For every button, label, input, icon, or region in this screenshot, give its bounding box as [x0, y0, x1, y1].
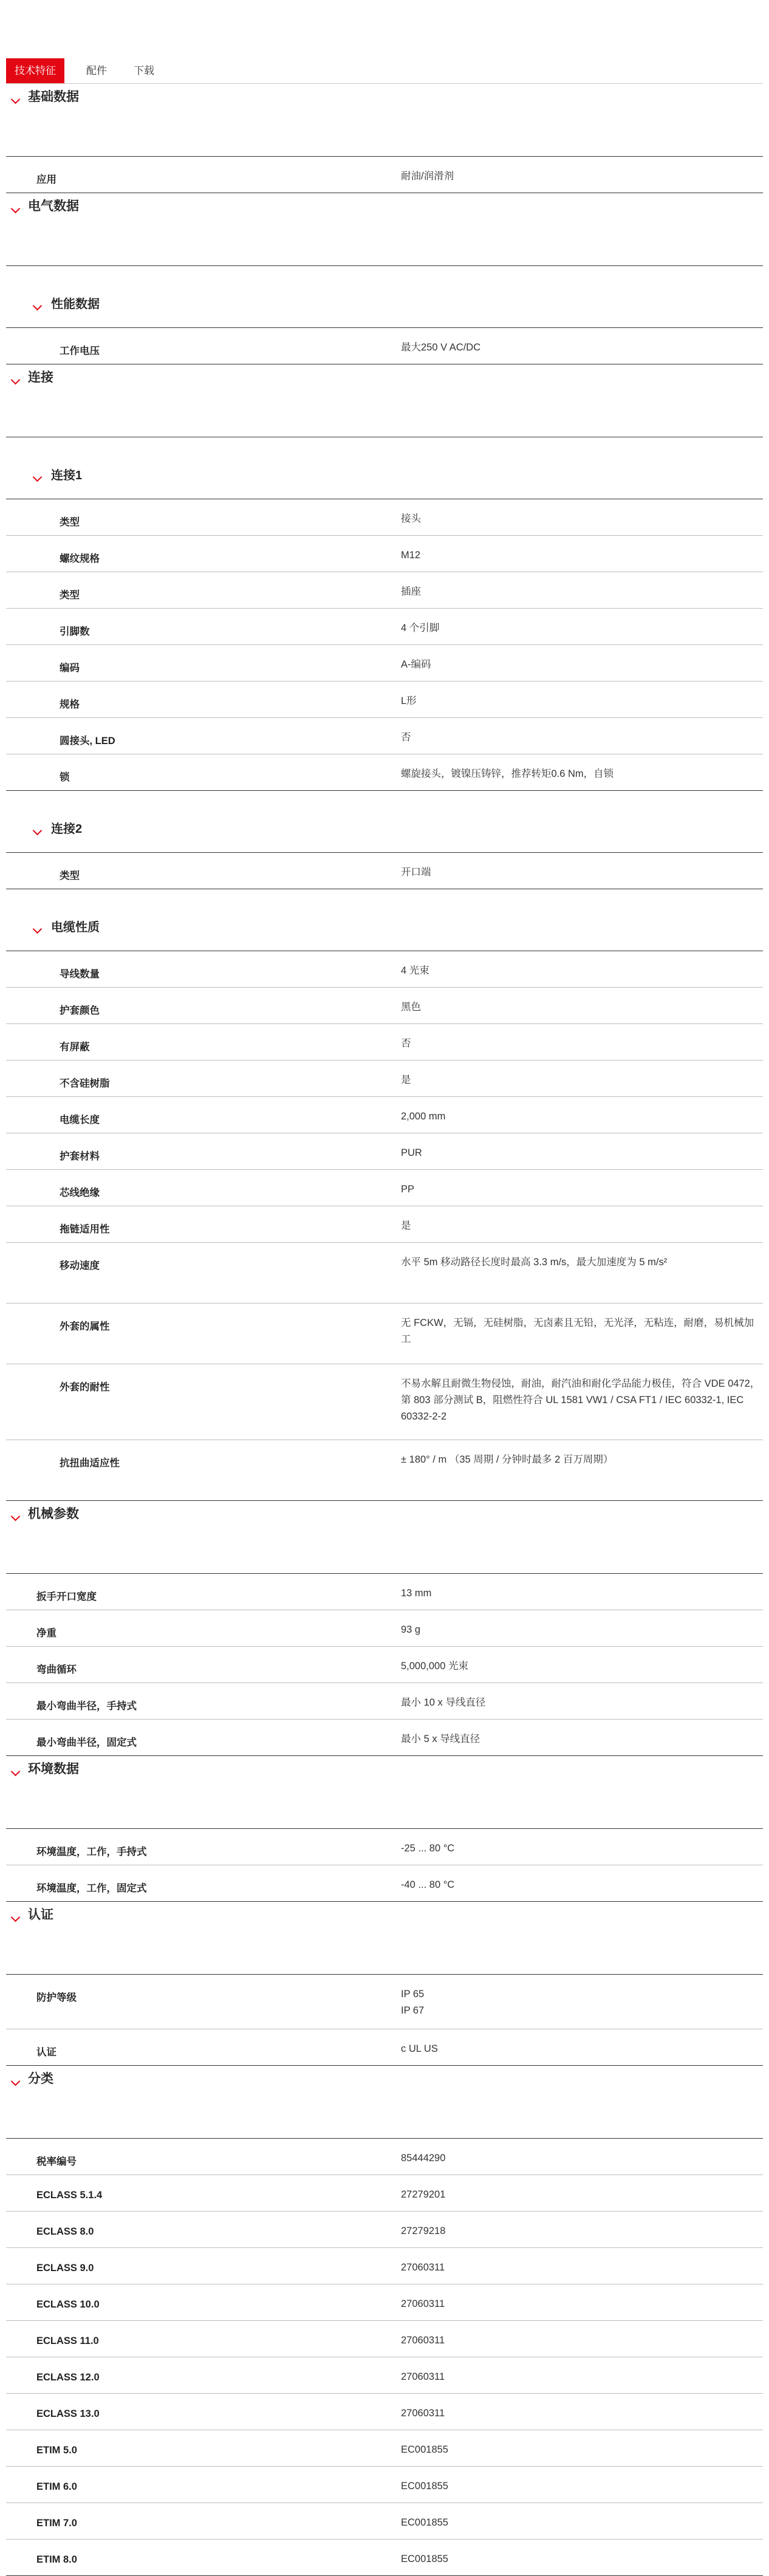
section-title: 连接: [28, 371, 53, 384]
spec-label: ECLASS 13.0: [36, 2408, 100, 2419]
subsection-title: 连接1: [51, 469, 83, 482]
spec-label: 导线数量: [60, 969, 100, 980]
spec-value: A-编码: [401, 659, 431, 670]
spec-row: [6, 1574, 763, 1610]
spec-value: EC001855: [401, 2444, 448, 2455]
spec-label: 环境温度，工作，固定式: [36, 1883, 147, 1894]
tab-technical-features[interactable]: 技术特征: [6, 58, 64, 83]
section-title: 基础数据: [28, 90, 79, 104]
spec-value: 5,000,000 光束: [401, 1661, 468, 1672]
spec-label: 税率编号: [36, 2156, 77, 2167]
tab-downloads[interactable]: 下载: [134, 65, 154, 77]
spec-value: 27279201: [401, 2189, 446, 2200]
spec-value: 27060311: [401, 2298, 445, 2309]
spec-row: [6, 1206, 763, 1243]
spec-row: [6, 328, 763, 364]
chevron-down-icon: [33, 301, 43, 311]
spec-value: 2,000 mm: [401, 1111, 446, 1122]
spec-value: 螺旋接头，镀镍压铸锌，推荐转矩0.6 Nm，自锁: [401, 768, 614, 779]
chevron-down-icon: [33, 826, 43, 836]
spec-row: [6, 2321, 763, 2357]
spec-row: [6, 536, 763, 572]
section-header[interactable]: [6, 84, 763, 157]
spec-label: ETIM 6.0: [36, 2481, 77, 2492]
spec-value: 黑色: [401, 1002, 421, 1013]
spec-value: IP 65 IP 67: [401, 1989, 425, 2016]
spec-label: 最小弯曲半径，固定式: [36, 1737, 137, 1748]
section-title: 分类: [28, 2072, 53, 2086]
spec-value: c UL US: [401, 2043, 438, 2054]
section-header[interactable]: [6, 1756, 763, 1829]
spec-value: M12: [401, 550, 421, 561]
spec-label: 护套颜色: [60, 1005, 100, 1016]
subsection-header[interactable]: [6, 437, 763, 499]
spec-row: [6, 2029, 763, 2066]
spec-label: 类型: [60, 590, 80, 601]
chevron-down-icon: [11, 204, 21, 214]
chevron-down-icon: [11, 1913, 21, 1922]
chevron-down-icon: [33, 473, 43, 482]
spec-value: 接头: [401, 513, 421, 524]
section-header[interactable]: [6, 364, 763, 437]
spec-label: 芯线绝缘: [60, 1187, 100, 1198]
spec-row: [6, 2430, 763, 2467]
spec-row: [6, 1243, 763, 1303]
section-title: 电气数据: [28, 199, 79, 213]
spec-row: [6, 645, 763, 682]
section-header[interactable]: [6, 1501, 763, 1574]
spec-label: 环境温度，工作，手持式: [36, 1847, 147, 1857]
spec-row: [6, 1647, 763, 1683]
spec-row: [6, 609, 763, 645]
spec-value: EC001855: [401, 2517, 448, 2528]
spec-label: 编码: [60, 663, 80, 674]
spec-row: [6, 1720, 763, 1756]
spec-value: 4 光束: [401, 965, 429, 976]
spec-label: 电缆长度: [60, 1115, 100, 1126]
spec-row: [6, 2212, 763, 2248]
chevron-down-icon: [11, 375, 21, 385]
spec-value: EC001855: [401, 2554, 448, 2564]
spec-label: 工作电压: [60, 346, 100, 357]
spec-row: [6, 2394, 763, 2430]
section-title: 认证: [28, 1908, 53, 1922]
spec-label: ECLASS 9.0: [36, 2263, 94, 2274]
tab-accessories[interactable]: 配件: [86, 65, 107, 77]
spec-value: 是: [401, 1074, 411, 1085]
spec-value: 27060311: [401, 2371, 445, 2382]
section-title: 环境数据: [28, 1762, 79, 1776]
subsection-title: 连接2: [51, 822, 83, 836]
spec-row: [6, 1170, 763, 1206]
spec-value: 27060311: [401, 2262, 445, 2273]
subsection-title: 电缆性质: [51, 921, 100, 934]
spec-label: 规格: [60, 699, 80, 710]
spec-value: 开口端: [401, 867, 431, 878]
spec-row: [6, 1683, 763, 1720]
spec-row: [6, 2248, 763, 2284]
spec-row: [6, 1061, 763, 1097]
spec-row: [6, 682, 763, 718]
spec-row: [6, 1024, 763, 1061]
spec-label: 锁: [60, 772, 70, 783]
spec-label: 类型: [60, 870, 80, 881]
spec-value: 最小 10 x 导线直径: [401, 1697, 486, 1708]
spec-value: 85444290: [401, 2153, 446, 2164]
spec-row: [6, 2357, 763, 2394]
spec-value: PUR: [401, 1147, 422, 1158]
spec-value: 耐油/润滑剂: [401, 171, 454, 182]
subsection-header[interactable]: [6, 266, 763, 328]
spec-label: 应用: [36, 174, 56, 185]
spec-row: [6, 718, 763, 754]
spec-value: 水平 5m 移动路径长度时最高 3.3 m/s，最大加速度为 5 m/s²: [401, 1257, 668, 1268]
spec-row: [6, 1303, 763, 1364]
section-header[interactable]: [6, 2066, 763, 2139]
spec-row: [6, 1975, 763, 2029]
chevron-down-icon: [11, 1767, 21, 1777]
spec-label: 外套的属性: [60, 1321, 110, 1332]
spec-value: L形: [401, 695, 417, 706]
subsection-header[interactable]: [6, 889, 763, 951]
spec-value: -25 ... 80 °C: [401, 1843, 455, 1854]
spec-row: [6, 2139, 763, 2175]
spec-label: 最小弯曲半径，手持式: [36, 1701, 137, 1712]
spec-label: 有屏蔽: [60, 1042, 90, 1053]
spec-value: 是: [401, 1220, 411, 1231]
chevron-down-icon: [33, 924, 43, 934]
spec-label: 不含硅树脂: [60, 1078, 110, 1089]
spec-row: [6, 1829, 763, 1865]
spec-value: 最小 5 x 导线直径: [401, 1734, 480, 1744]
spec-label: ECLASS 10.0: [36, 2299, 100, 2310]
spec-value: 93 g: [401, 1624, 421, 1635]
spec-value: PP: [401, 1184, 415, 1195]
spec-label: 净重: [36, 1628, 56, 1639]
spec-row: [6, 2284, 763, 2321]
spec-label: 抗扭曲适应性: [60, 1458, 120, 1469]
spec-value: 13 mm: [401, 1588, 432, 1599]
spec-row: [6, 572, 763, 609]
spec-label: 外套的耐性: [60, 1382, 110, 1393]
spec-label: 防护等级: [36, 1992, 77, 2003]
spec-row: [6, 1133, 763, 1170]
spec-label: ETIM 8.0: [36, 2554, 77, 2565]
spec-value: 无 FCKW，无镉，无硅树脂，无卤素且无铅，无光泽，无粘连，耐磨，易机械加工: [401, 1317, 754, 1345]
spec-value: -40 ... 80 °C: [401, 1879, 455, 1890]
spec-row: [6, 2540, 763, 2576]
tab-bar: [6, 58, 763, 84]
spec-row: [6, 1440, 763, 1501]
spec-row: [6, 499, 763, 536]
spec-value: 否: [401, 732, 411, 743]
spec-row: [6, 754, 763, 791]
spec-row: [6, 853, 763, 889]
spec-value: 插座: [401, 586, 421, 597]
spec-label: 护套材料: [60, 1151, 100, 1162]
section-header[interactable]: [6, 193, 763, 266]
spec-label: ECLASS 12.0: [36, 2372, 100, 2383]
spec-label: ECLASS 5.1.4: [36, 2190, 103, 2201]
spec-value: 最大250 V AC/DC: [401, 342, 481, 353]
spec-label: 拖链适用性: [60, 1224, 110, 1235]
spec-label: 类型: [60, 517, 80, 528]
section-header[interactable]: [6, 1902, 763, 1975]
spec-label: ECLASS 11.0: [36, 2335, 99, 2346]
spec-value: 4 个引脚: [401, 623, 440, 634]
spec-row: [6, 1865, 763, 1902]
section-title: 机械参数: [28, 1507, 79, 1521]
spec-label: 螺纹规格: [60, 553, 100, 564]
spec-value: 27060311: [401, 2408, 445, 2419]
spec-label: 移动速度: [60, 1260, 100, 1271]
spec-value: EC001855: [401, 2481, 448, 2492]
spec-value: 不易水解且耐微生物侵蚀，耐油，耐汽油和耐化学品能力极佳，符合 VDE 0472，第 803 部分测试 B，阻燃性符合 UL 1581 VW1 / CSA FT1 / IEC 60332-1, IEC 60332-2-2: [401, 1378, 760, 1422]
spec-label: 引脚数: [60, 626, 90, 637]
chevron-down-icon: [11, 95, 21, 104]
spec-label: 圆接头, LED: [60, 736, 115, 746]
spec-value: 27279218: [401, 2226, 446, 2236]
spec-row: [6, 988, 763, 1024]
spec-value: 否: [401, 1038, 411, 1049]
spec-value: 27060311: [401, 2335, 445, 2346]
spec-label: ECLASS 8.0: [36, 2226, 94, 2237]
spec-label: ETIM 7.0: [36, 2518, 77, 2529]
spec-value: ± 180° / m （35 周期 / 分钟时最多 2 百万周期）: [401, 1454, 613, 1465]
spec-label: 弯曲循环: [36, 1664, 77, 1675]
subsection-header[interactable]: [6, 791, 763, 853]
spec-row: [6, 157, 763, 193]
spec-row: [6, 2467, 763, 2503]
chevron-down-icon: [11, 2077, 21, 2086]
spec-label: 认证: [36, 2047, 56, 2058]
spec-row: [6, 1097, 763, 1133]
spec-row: [6, 951, 763, 988]
spec-row: [6, 2175, 763, 2212]
spec-row: [6, 1364, 763, 1440]
spec-label: 扳手开口宽度: [36, 1591, 97, 1602]
spec-row: [6, 1610, 763, 1647]
spec-label: ETIM 5.0: [36, 2445, 77, 2456]
spec-row: [6, 2503, 763, 2540]
subsection-title: 性能数据: [51, 298, 100, 311]
chevron-down-icon: [11, 1512, 21, 1522]
